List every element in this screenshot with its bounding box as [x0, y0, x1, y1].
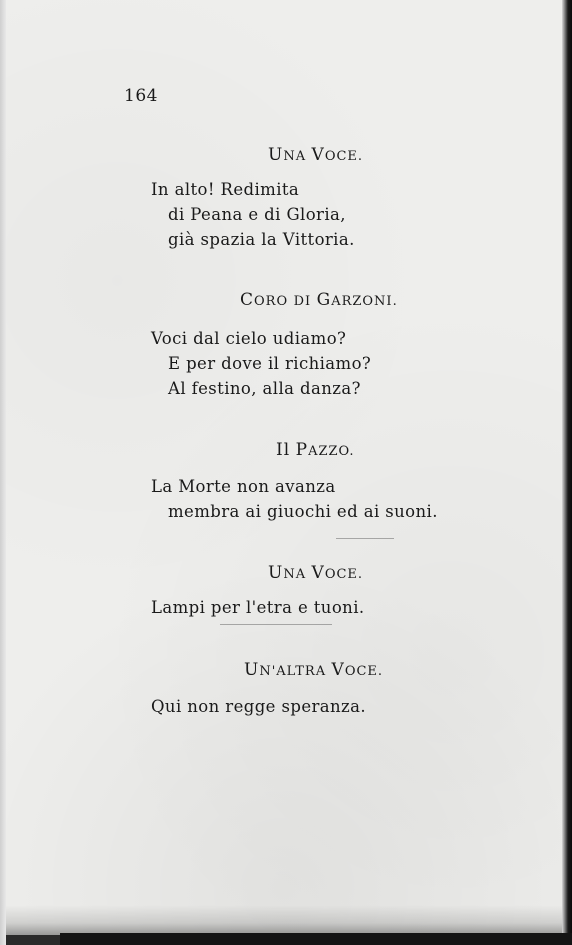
- speaker-smallcaps: NA: [283, 149, 307, 164]
- verse-block: [151, 694, 366, 719]
- book-page: [6, 0, 562, 935]
- speaker-smallcaps: AZZO.: [308, 444, 355, 459]
- speaker-initial: U: [268, 563, 284, 583]
- speaker-heading-una-voce: [268, 145, 363, 165]
- speaker-smallcaps: OCE.: [324, 567, 364, 582]
- speaker-heading-un-altra-voce: [244, 660, 383, 680]
- verse-line: membra ai giuochi ed ai suoni.: [168, 502, 438, 521]
- verse-line: di Peana e di Gloria,: [168, 205, 346, 224]
- speaker-initial: P: [295, 440, 309, 460]
- verse-block: [151, 326, 371, 401]
- speaker-heading-una-voce: [268, 563, 363, 583]
- speaker-initial: Il: [276, 440, 291, 460]
- speaker-smallcaps: N'ALTRA: [259, 664, 327, 679]
- speaker-smallcaps: OCE.: [344, 664, 384, 679]
- print-mark: [220, 624, 332, 625]
- speaker-initial: V: [311, 145, 325, 165]
- verse-line: Voci dal cielo udiamo?: [151, 329, 347, 348]
- speaker-smallcaps: ARZONI.: [331, 294, 398, 309]
- speaker-initial: G: [316, 290, 332, 310]
- speaker-heading-il-pazzo: [276, 440, 355, 460]
- verse-line: Al festino, alla danza?: [168, 379, 361, 398]
- verse-block: [151, 177, 355, 252]
- verse-line: In alto! Redimita: [151, 180, 300, 199]
- verse-block: [151, 595, 365, 620]
- speaker-smallcaps: OCE.: [324, 149, 364, 164]
- speaker-initial: V: [331, 660, 345, 680]
- speaker-smallcaps: DI: [293, 294, 312, 309]
- speaker-heading-coro-di-garzoni: [240, 290, 398, 310]
- page-bottom-shadow: [60, 933, 572, 945]
- speaker-initial: U: [268, 145, 284, 165]
- speaker-initial: V: [311, 563, 325, 583]
- page-right-edge: [562, 0, 572, 945]
- verse-line: La Morte non avanza: [151, 477, 336, 496]
- speaker-smallcaps: ORO: [254, 294, 289, 309]
- verse-line: già spazia la Vittoria.: [168, 230, 355, 249]
- page-number: 164: [124, 86, 158, 106]
- speaker-initial: U: [244, 660, 260, 680]
- verse-line: Qui non regge speranza.: [151, 697, 367, 716]
- verse-block: [151, 474, 438, 524]
- print-mark: [336, 538, 394, 539]
- speaker-initial: C: [240, 290, 255, 310]
- verse-line: E per dove il richiamo?: [168, 354, 372, 373]
- verse-line: Lampi per l'etra e tuoni.: [151, 598, 365, 617]
- speaker-smallcaps: NA: [283, 567, 307, 582]
